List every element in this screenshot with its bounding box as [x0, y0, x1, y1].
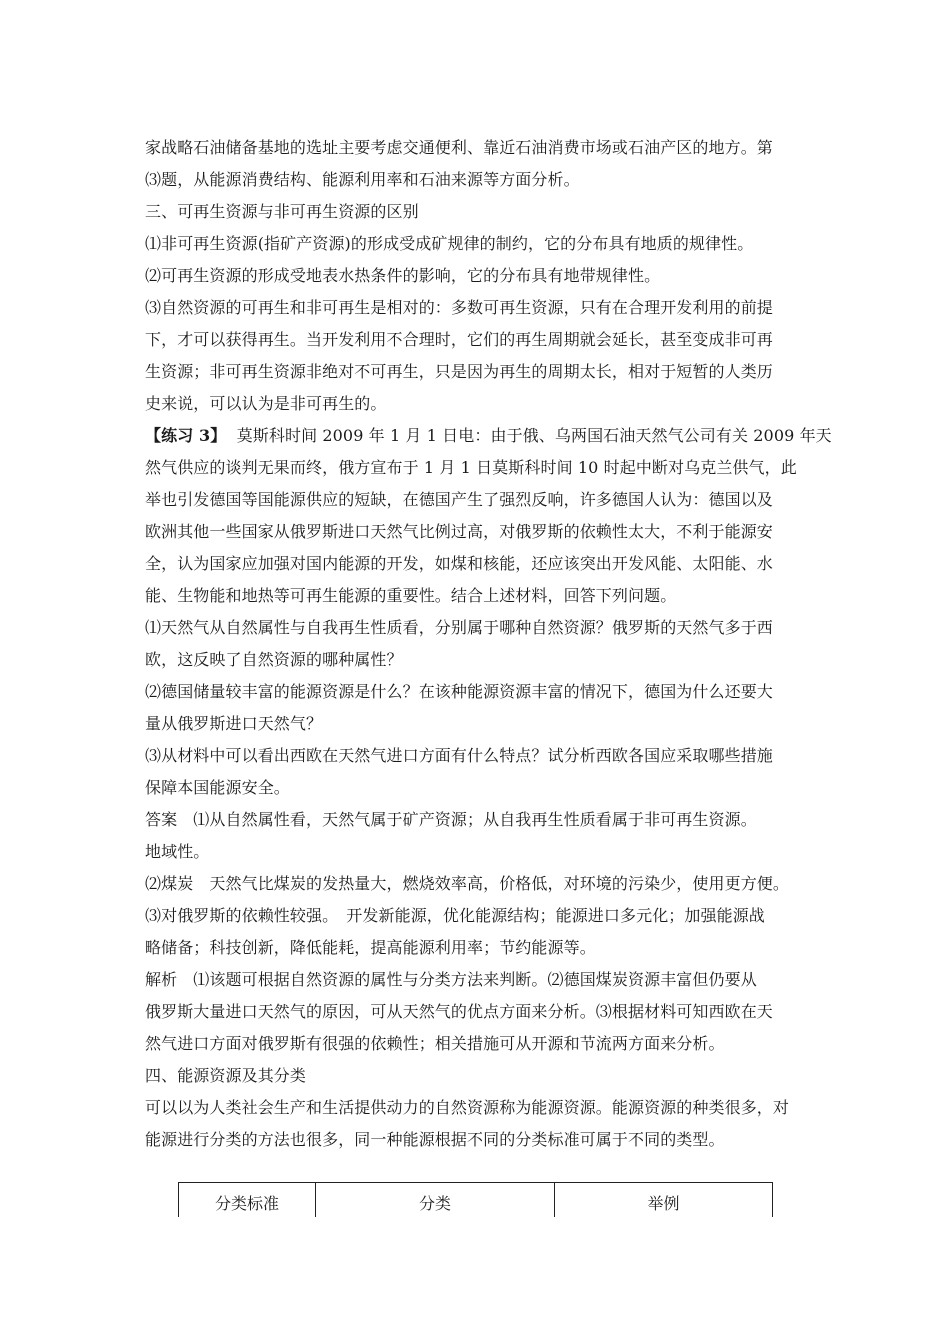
section-heading: 四、能源资源及其分类	[145, 1066, 307, 1085]
analysis-line: 俄罗斯大量进口天然气的原因，可从天然气的优点方面来分析。⑶根据材料可知西欧在天	[145, 1002, 773, 1021]
table-header-cell: 分类标准	[179, 1183, 316, 1218]
text-line: ⑶题，从能源消费结构、能源利用率和石油来源等方面分析。	[145, 170, 580, 189]
text-line: 可以以为人类社会生产和生活提供动力的自然资源称为能源资源。能源资源的种类很多，对	[145, 1098, 790, 1117]
answer-line: ⑶对俄罗斯的依赖性较强。 开发新能源，优化能源结构；能源进口多元化；加强能源战	[145, 906, 765, 925]
table-header-cell: 举例	[555, 1183, 773, 1218]
text-line: 家战略石油储备基地的选址主要考虑交通便利、靠近石油消费市场或石油产区的地方。第	[145, 138, 773, 157]
text-line: 能、生物能和地热等可再生能源的重要性。结合上述材料，回答下列问题。	[145, 586, 677, 605]
question-line: ⑶从材料中可以看出西欧在天然气进口方面有什么特点？试分析西欧各国应采取哪些措施	[145, 746, 773, 765]
table-header-cell: 分类	[316, 1183, 555, 1218]
text-line: 全，认为国家应加强对国内能源的开发，如煤和核能，还应该突出开发风能、太阳能、水	[145, 554, 773, 573]
text-line: 生资源；非可再生资源非绝对不可再生，只是因为再生的周期太长，相对于短暂的人类历	[145, 362, 773, 381]
exercise-label: 【练习 3】	[145, 426, 227, 445]
analysis-line: 解析 ⑴该题可根据自然资源的属性与分类方法来判断。⑵德国煤炭资源丰富但仍要从	[145, 970, 757, 989]
text-line: 史来说，可以认为是非可再生的。	[145, 394, 387, 413]
text-line: 举也引发德国等国能源供应的短缺，在德国产生了强烈反响，许多德国人认为：德国以及	[145, 490, 773, 509]
answer-line: 答案 ⑴从自然属性看，天然气属于矿产资源；从自我再生性质看属于非可再生资源。	[145, 810, 757, 829]
text-line: ⑵可再生资源的形成受地表水热条件的影响，它的分布具有地带规律性。	[145, 266, 661, 285]
text-line: 下，才可以获得再生。当开发利用不合理时，它们的再生周期就会延长，甚至变成非可再	[145, 330, 773, 349]
text-line: 然气供应的谈判无果而终，俄方宣布于 1 月 1 日莫斯科时间 10 时起中断对乌克兰供气，此	[145, 458, 797, 477]
answer-line: ⑵煤炭 天然气比煤炭的发热量大，燃烧效率高，价格低，对环境的污染少，使用更方便。	[145, 874, 790, 893]
question-line: 量从俄罗斯进口天然气？	[145, 714, 323, 733]
exercise-text: 莫斯科时间 2009 年 1 月 1 日电：由于俄、乌两国石油天然气公司有关 2009 年天	[236, 426, 832, 445]
answer-line: 地域性。	[145, 842, 210, 861]
text-line: 欧洲其他一些国家从俄罗斯进口天然气比例过高，对俄罗斯的依赖性太大，不利于能源安	[145, 522, 773, 541]
section-heading: 三、可再生资源与非可再生资源的区别	[145, 202, 419, 221]
text-line: 能源进行分类的方法也很多，同一种能源根据不同的分类标准可属于不同的类型。	[145, 1130, 725, 1149]
table-header-row	[179, 1183, 773, 1218]
question-line: ⑴天然气从自然属性与自我再生性质看，分别属于哪种自然资源？俄罗斯的天然气多于西	[145, 618, 773, 637]
classification-table	[178, 1182, 773, 1217]
document-body	[145, 132, 832, 1156]
question-line: 欧，这反映了自然资源的哪种属性？	[145, 650, 403, 669]
text-line: ⑴非可再生资源(指矿产资源)的形成受成矿规律的制约，它的分布具有地质的规律性。	[145, 234, 754, 253]
question-line: ⑵德国储量较丰富的能源资源是什么？在该种能源资源丰富的情况下，德国为什么还要大	[145, 682, 773, 701]
text-line: ⑶自然资源的可再生和非可再生是相对的：多数可再生资源，只有在合理开发利用的前提	[145, 298, 773, 317]
answer-line: 略储备；科技创新，降低能耗，提高能源利用率；节约能源等。	[145, 938, 596, 957]
analysis-line: 然气进口方面对俄罗斯有很强的依赖性；相关措施可从开源和节流两方面来分析。	[145, 1034, 725, 1053]
exercise-intro	[145, 420, 832, 452]
question-line: 保障本国能源安全。	[145, 778, 290, 797]
